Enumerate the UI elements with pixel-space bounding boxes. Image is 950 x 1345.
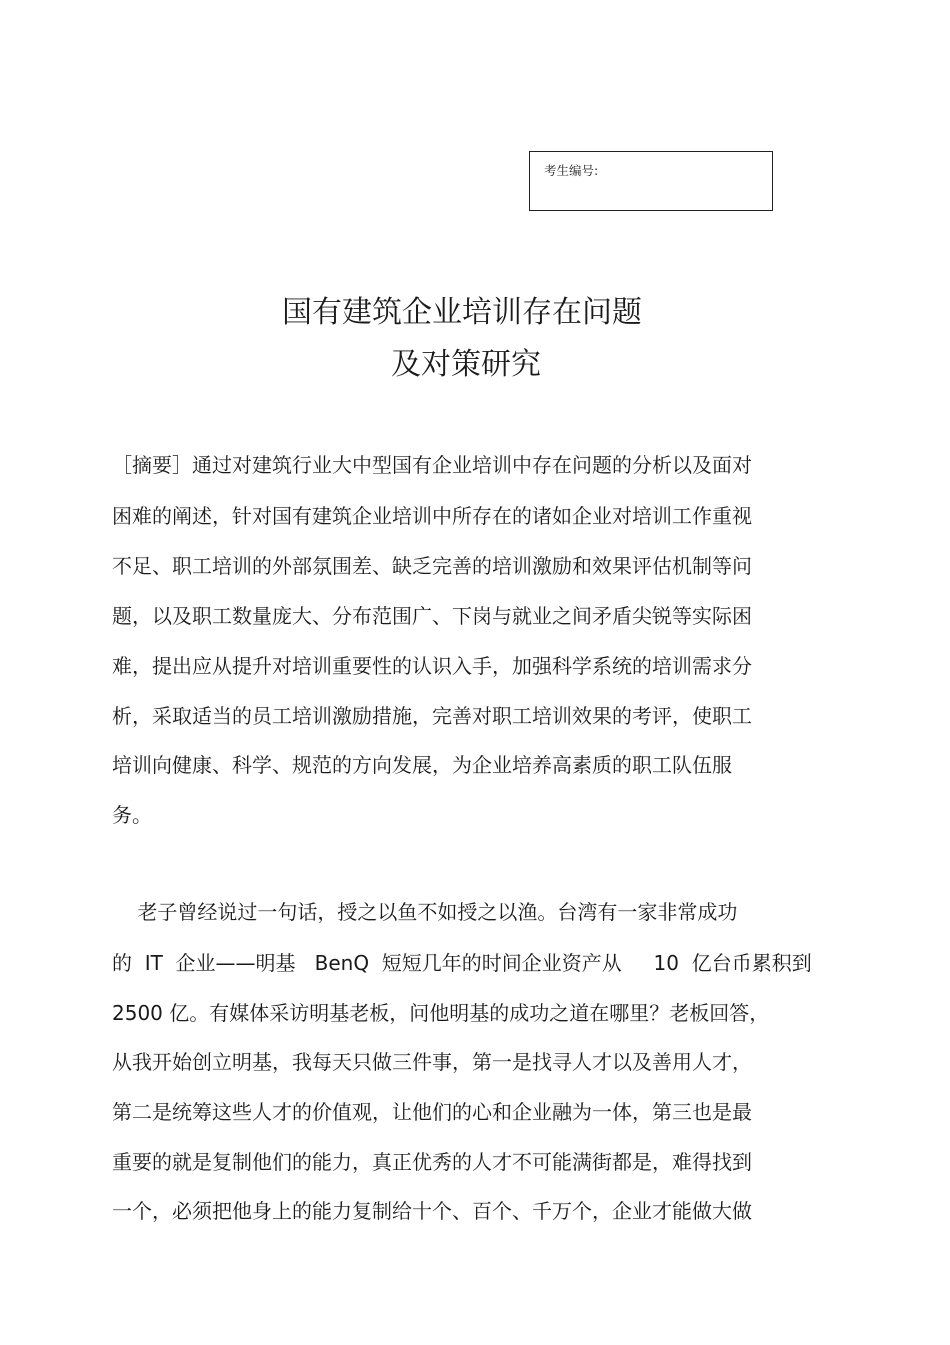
abstract-line: 培训向健康、科学、规范的方向发展，为企业培养高素质的职工队伍服	[112, 753, 732, 777]
body-line: 一个，必须把他身上的能力复制给十个、百个、千万个，企业才能做大做	[112, 1199, 752, 1223]
body-line: 重要的就是复制他们的能力，真正优秀的人才不可能满街都是，难得找到	[112, 1150, 752, 1174]
body-line: 从我开始创立明基，我每天只做三件事，第一是找寻人才以及善用人才，	[112, 1050, 752, 1074]
body-line: 2500 亿。有媒体采访明基老板，问他明基的成功之道在哪里？老板回答，	[112, 1001, 770, 1025]
abstract-line: 务。	[112, 803, 152, 827]
abstract-line: 不足、职工培训的外部氛围差、缺乏完善的培训激励和效果评估机制等问	[112, 554, 752, 578]
abstract-line: 题，以及职工数量庞大、分布范围广、下岗与就业之间矛盾尖锐等实际困	[112, 604, 752, 628]
document-title-line-2: 及对策研究	[391, 347, 541, 382]
exam-number-box	[529, 151, 773, 211]
document-title-line-1: 国有建筑企业培训存在问题	[282, 295, 642, 330]
abstract-line: 析，采取适当的员工培训激励措施，完善对职工培训效果的考评，使职工	[112, 704, 752, 728]
body-line: 第二是统筹这些人才的价值观，让他们的心和企业融为一体，第三也是最	[112, 1100, 752, 1124]
body-line: 老子曾经说过一句话，授之以鱼不如授之以渔。台湾有一家非常成功	[112, 900, 738, 924]
abstract-line: 困难的阐述，针对国有建筑企业培训中所存在的诸如企业对培训工作重视	[112, 504, 752, 528]
exam-number-label: 考生编号:	[544, 163, 599, 178]
body-line: 的 IT 企业——明基 BenQ 短短几年的时间企业资产从 10 亿台币累积到	[112, 951, 812, 975]
abstract-line: 难，提出应从提升对培训重要性的认识入手，加强科学系统的培训需求分	[112, 654, 752, 678]
abstract-line: ［摘要］通过对建筑行业大中型国有企业培训中存在问题的分析以及面对	[112, 453, 752, 477]
